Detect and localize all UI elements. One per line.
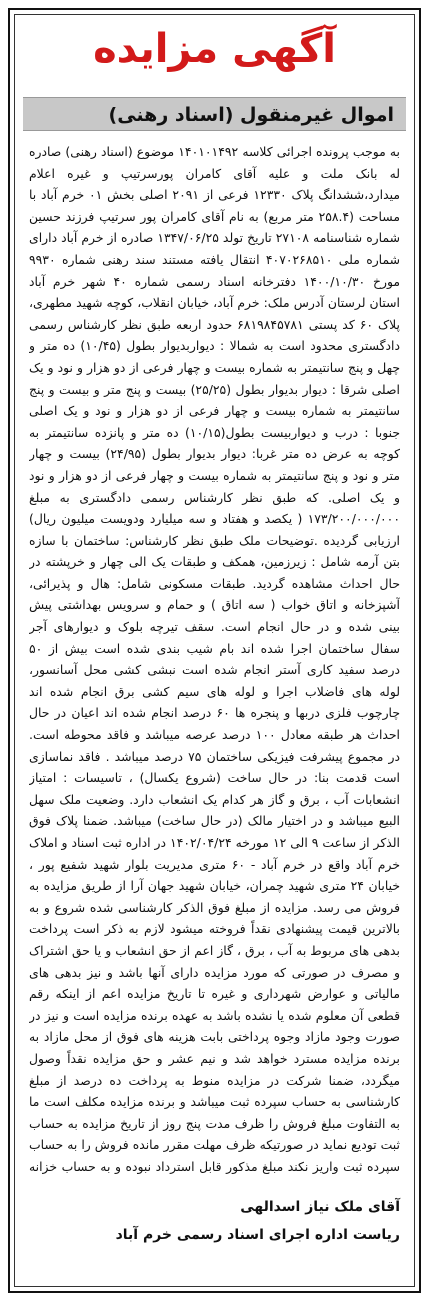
signature-title: ریاست اداره اجرای اسناد رسمی خرم آباد <box>115 1227 400 1243</box>
notice-body: به موجب پرونده اجرائی کلاسه ۱۴۰۱۰۱۴۹۲ موضوع (اسناد رهنی) صادره له بانک ملت و علیه آقای کامران پورسرتیپ و غیره اعلام میدارد،ششدانگ پلاک ۱۲۳۳۰ فرعی از ۲۰۹۱ اصلی بخش ۰۱ خرم آباد با مساحت (۲۵۸.۴ متر مربع) به نام آقای کامران پور سرتیپ فرزند حسین شماره شناسنامه ۲۷۱۰۸ تاریخ تولد ۱۳۴۷/۰۶/۲۵ صادره از خرم آباد دارای شماره ملی ۴۰۷۰۲۶۸۵۱۰ انتقال یافته مستند سند رهنی شماره ۹۹۳۰ مورخ ۱۴۰۰/۱۰/۳۰ دفترخانه اسناد رسمی شماره ۴۰ شهر خرم آباد استان لرستان آدرس ملک: خرم آباد، خیابان انقلاب، کوچه شهید مطهری، پلاک ۶۰ کد پستی ۶۸۱۹۸۴۵۷۸۱ حدود اربعه طبق نظر کارشناس رسمی دادگستری محدود است به شمالا : دیواربدیوار بطول (۱۰/۴۵) ده متر و چهل و پنج سانتیمتر به شماره بیست و چهار فرعی از دو هزار و نود و یک اصلی شرقا : دیوار بدیوار بطول (۲۵/۲۵) بیست و پنج متر و بیست و پنج سانتیمتر به شماره بیست و چهار فرعی از دو هزار و نود و یک اصلی جنوبا : درب و دیواربیست بطول(۱۰/۱۵) ده متر و پانزده سانتیمتر به کوچه به عرض ده متر غربا: دیوار بدیوار بطول (۲۴/۹۵) بیست و چهار متر و نود و پنج سانتیمتر به شماره بیست و چهار فرعی از دو هزار و نود و یک اصلی. که طبق نظر کارشناس رسمی دادگستری به مبلغ ۱۷۳/۲۰۰/۰۰۰/۰۰۰ ( یکصد و هفتاد و سه میلیارد ودویست میلیون ریال) ارزیابی گردیده .توضیحات ملک طبق نظر کارشناس: ساختمان با سازه بتن آرمه شامل : زیرزمین، همکف و طبقات یک الی چهار و خرپشته در حال احداث مشاهده گردید. طبقات مسکونی شامل: هال و پذیرائی، آشپزخانه و اتاق خواب ( سه اتاق ) و حمام و سرویس بهداشتی پیش بینی شده و در حال انجام است. سقف تیرچه بلوک و دیوارهای آجر سفال ساختمان اجرا شده اند بام شیب بندی شده است بیش از ۵۰ درصد سفید کاری آستر انجام شده است نبشی کشی محل آسانسور، لوله های فاضلاب اجرا و لوله های سیم کشی برق انجام شده اند چارچوب فلزی دربها و پنجره ها ۶۰ درصد انجام شده اند اعیان در حال احداث هر طبقه معادل ۱۰۰ درصد عرصه میباشد و فاقد محوطه است. در مجموع پیشرفت فیزیکی ساختمان ۷۵ درصد میباشد . فاقد نماسازی است قدمت بنا: در حال ساخت (شروع یکسال) ، تاسیسات : امتیاز انشعابات آب ، برق و گاز هر کدام یک انشعاب دارد. وضعیت ملک سهل البیع میباشد و در اختیار مالک (در حال ساخت) میباشد. ضمنا پلاک فوق الذکر از ساعت ۹ الی ۱۲ مورخه ۱۴۰۲/۰۴/۲۴ در اداره ثبت اسناد و املاک خرم آباد واقع در خرم آباد - ۶۰ متری مدیریت بلوار شهید شفیع پور ، خیابان ۲۴ متری شهید چمران، خیابان شهید جهان آرا از طریق مزایده به فروش می رسد. مزایده از مبلغ فوق الذکر کارشناسی شده شروع و به بالاترین قیمت پیشنهادی نقداً فروخته میشود لازم به ذکر است پرداخت بدهی های مربوط به آب ، برق ، گاز اعم از حق انشعاب و یا حق اشتراک و مصرف در صورتی که مورد مزایده دارای آنها باشد و نیز بدهی های مالیاتی و عوارض شهرداری و غیره تا تاریخ مزایده اعم از اینکه رقم قطعی آن معلوم شده یا نشده باشد به عهده برنده مزایده است و نیز در صورت وجود مازاد وجوه پرداختی بابت هزینه های فوق از محل مازاد به برنده مزایده مسترد خواهد شد و نیم عشر و حق مزایده نقداً وصول میگردد، ضمنا شرکت در مزایده منوط به پرداخت ده درصد از مبلغ کارشناسی به حساب سپرده ثبت میباشد و برنده مزایده مکلف است ما به التفاوت مبلغ فروش را ظرف مدت پنج روز از تاریخ مزایده به حساب ثبت تودیع نماید در صورتیکه ظرف مهلت مقرر مانده فروش را به حساب سپرده ثبت واریز نکند مبلغ مذکور قابل استرداد نبوده و به حساب خزانه <box>29 144 400 1174</box>
notice-inner-border <box>14 14 415 1287</box>
notice-frame <box>8 8 421 1293</box>
notice-subtitle: اموال غیرمنقول (اسناد رهنی) <box>23 97 406 131</box>
notice-title: آگهی مزایده <box>93 26 336 72</box>
signature-name: آقای ملک نیاز اسدالهی <box>240 1199 400 1215</box>
